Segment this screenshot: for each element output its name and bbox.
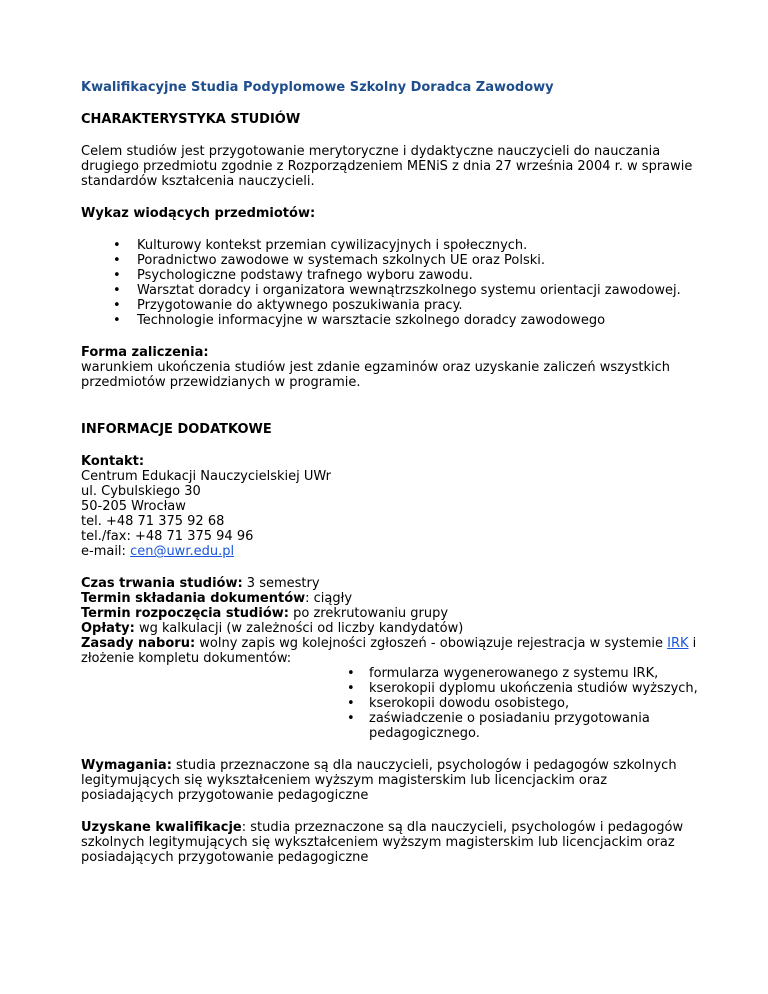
list-item: • kserokopii dowodu osobistego,: [369, 696, 709, 711]
fees-value: wg kalkulacji (w zależności od liczby kandydatów): [134, 621, 464, 636]
completion-paragraph: [81, 345, 701, 390]
start-value: po zrekrutowaniu grupy: [288, 606, 449, 621]
requirements-text: studia przeznaczone są dla nauczycieli, psychologów i pedagogów szkolnych legitymujących się wykształceniem wyższym magisterskim lub licencjackim oraz posiadających przygotowanie pedagogiczne: [81, 758, 677, 803]
contact-phone: tel. +48 71 375 92 68: [81, 514, 225, 529]
details-block: [81, 576, 701, 666]
subjects-heading: Wykaz wiodących przedmiotów:: [81, 206, 316, 221]
qualifications-paragraph: [81, 820, 701, 865]
contact-block: [81, 454, 701, 559]
list-item: • Przygotowanie do aktywnego poszukiwania pracy.: [137, 298, 701, 313]
qualifications-label: Uzyskane kwalifikacje: [81, 820, 242, 835]
duration-value: 3 semestry: [242, 576, 320, 591]
completion-text: warunkiem ukończenia studiów jest zdanie egzaminów oraz uzyskanie zaliczeń wszystkich przedmiotów przewidzianych w programie.: [81, 360, 671, 390]
section-heading-additional-info: INFORMACJE DODATKOWE: [81, 422, 272, 437]
contact-city: 50-205 Wrocław: [81, 499, 186, 514]
document-page: [81, 80, 701, 865]
list-item: • kserokopii dyplomu ukończenia studiów wyższych,: [369, 681, 709, 696]
contact-institution: Centrum Edukacji Nauczycielskiej UWr: [81, 469, 332, 484]
admission-tail: i złożenie kompletu dokumentów:: [81, 636, 697, 666]
documents-list: [81, 666, 709, 741]
contact-email-label: e-mail:: [81, 544, 131, 559]
completion-label: Forma zaliczenia:: [81, 345, 209, 360]
contact-street: ul. Cybulskiego 30: [81, 484, 201, 499]
irk-link[interactable]: IRK: [667, 636, 689, 651]
list-item: • Technologie informacyjne w warsztacie szkolnego doradcy zawodowego: [137, 313, 701, 328]
docs-deadline-label: Termin składania dokumentów: [81, 591, 306, 606]
list-item: • Kulturowy kontekst przemian cywilizacyjnych i społecznych.: [137, 238, 701, 253]
docs-deadline-value: : ciągły: [305, 591, 353, 606]
admission-value: wolny zapis wg kolejności zgłoszeń - obowiązuje rejestracja w systemie: [195, 636, 668, 651]
section-heading-characteristics: CHARAKTERYSTYKA STUDIÓW: [81, 112, 301, 127]
start-label: Termin rozpoczęcia studiów:: [81, 606, 289, 621]
contact-fax: tel./fax: +48 71 375 94 96: [81, 529, 254, 544]
subjects-list: [81, 238, 701, 328]
list-item: • formularza wygenerowanego z systemu IRK,: [369, 666, 709, 681]
page-title: Kwalifikacyjne Studia Podyplomowe Szkolny Doradca Zawodowy: [81, 80, 554, 95]
list-item: • Psychologiczne podstawy trafnego wyboru zawodu.: [137, 268, 701, 283]
requirements-paragraph: [81, 758, 701, 803]
fees-label: Opłaty:: [81, 621, 135, 636]
qualifications-text: : studia przeznaczone są dla nauczycieli, psychologów i pedagogów szkolnych legitymujących się wykształceniem wyższym magisterskim lub licencjackim oraz posiadających przygotowanie pedagogiczne: [81, 820, 684, 865]
admission-label: Zasady naboru:: [81, 636, 196, 651]
contact-label: Kontakt:: [81, 454, 145, 469]
list-item: • zaświadczenie o posiadaniu przygotowania pedagogicznego.: [369, 711, 709, 741]
list-item: • Poradnictwo zawodowe w systemach szkolnych UE oraz Polski.: [137, 253, 701, 268]
intro-paragraph: Celem studiów jest przygotowanie merytoryczne i dydaktyczne nauczycieli do nauczania drugiego przedmiotu zgodnie z Rozporządzeniem MENiS z dnia 27 września 2004 r. w sprawie standardów kształcenia nauczycieli.: [81, 144, 693, 189]
requirements-label: Wymagania:: [81, 758, 172, 773]
email-link[interactable]: cen@uwr.edu.pl: [130, 544, 235, 559]
list-item: • Warsztat doradcy i organizatora wewnątrzszkolnego systemu orientacji zawodowej.: [137, 283, 701, 298]
duration-label: Czas trwania studiów:: [81, 576, 243, 591]
